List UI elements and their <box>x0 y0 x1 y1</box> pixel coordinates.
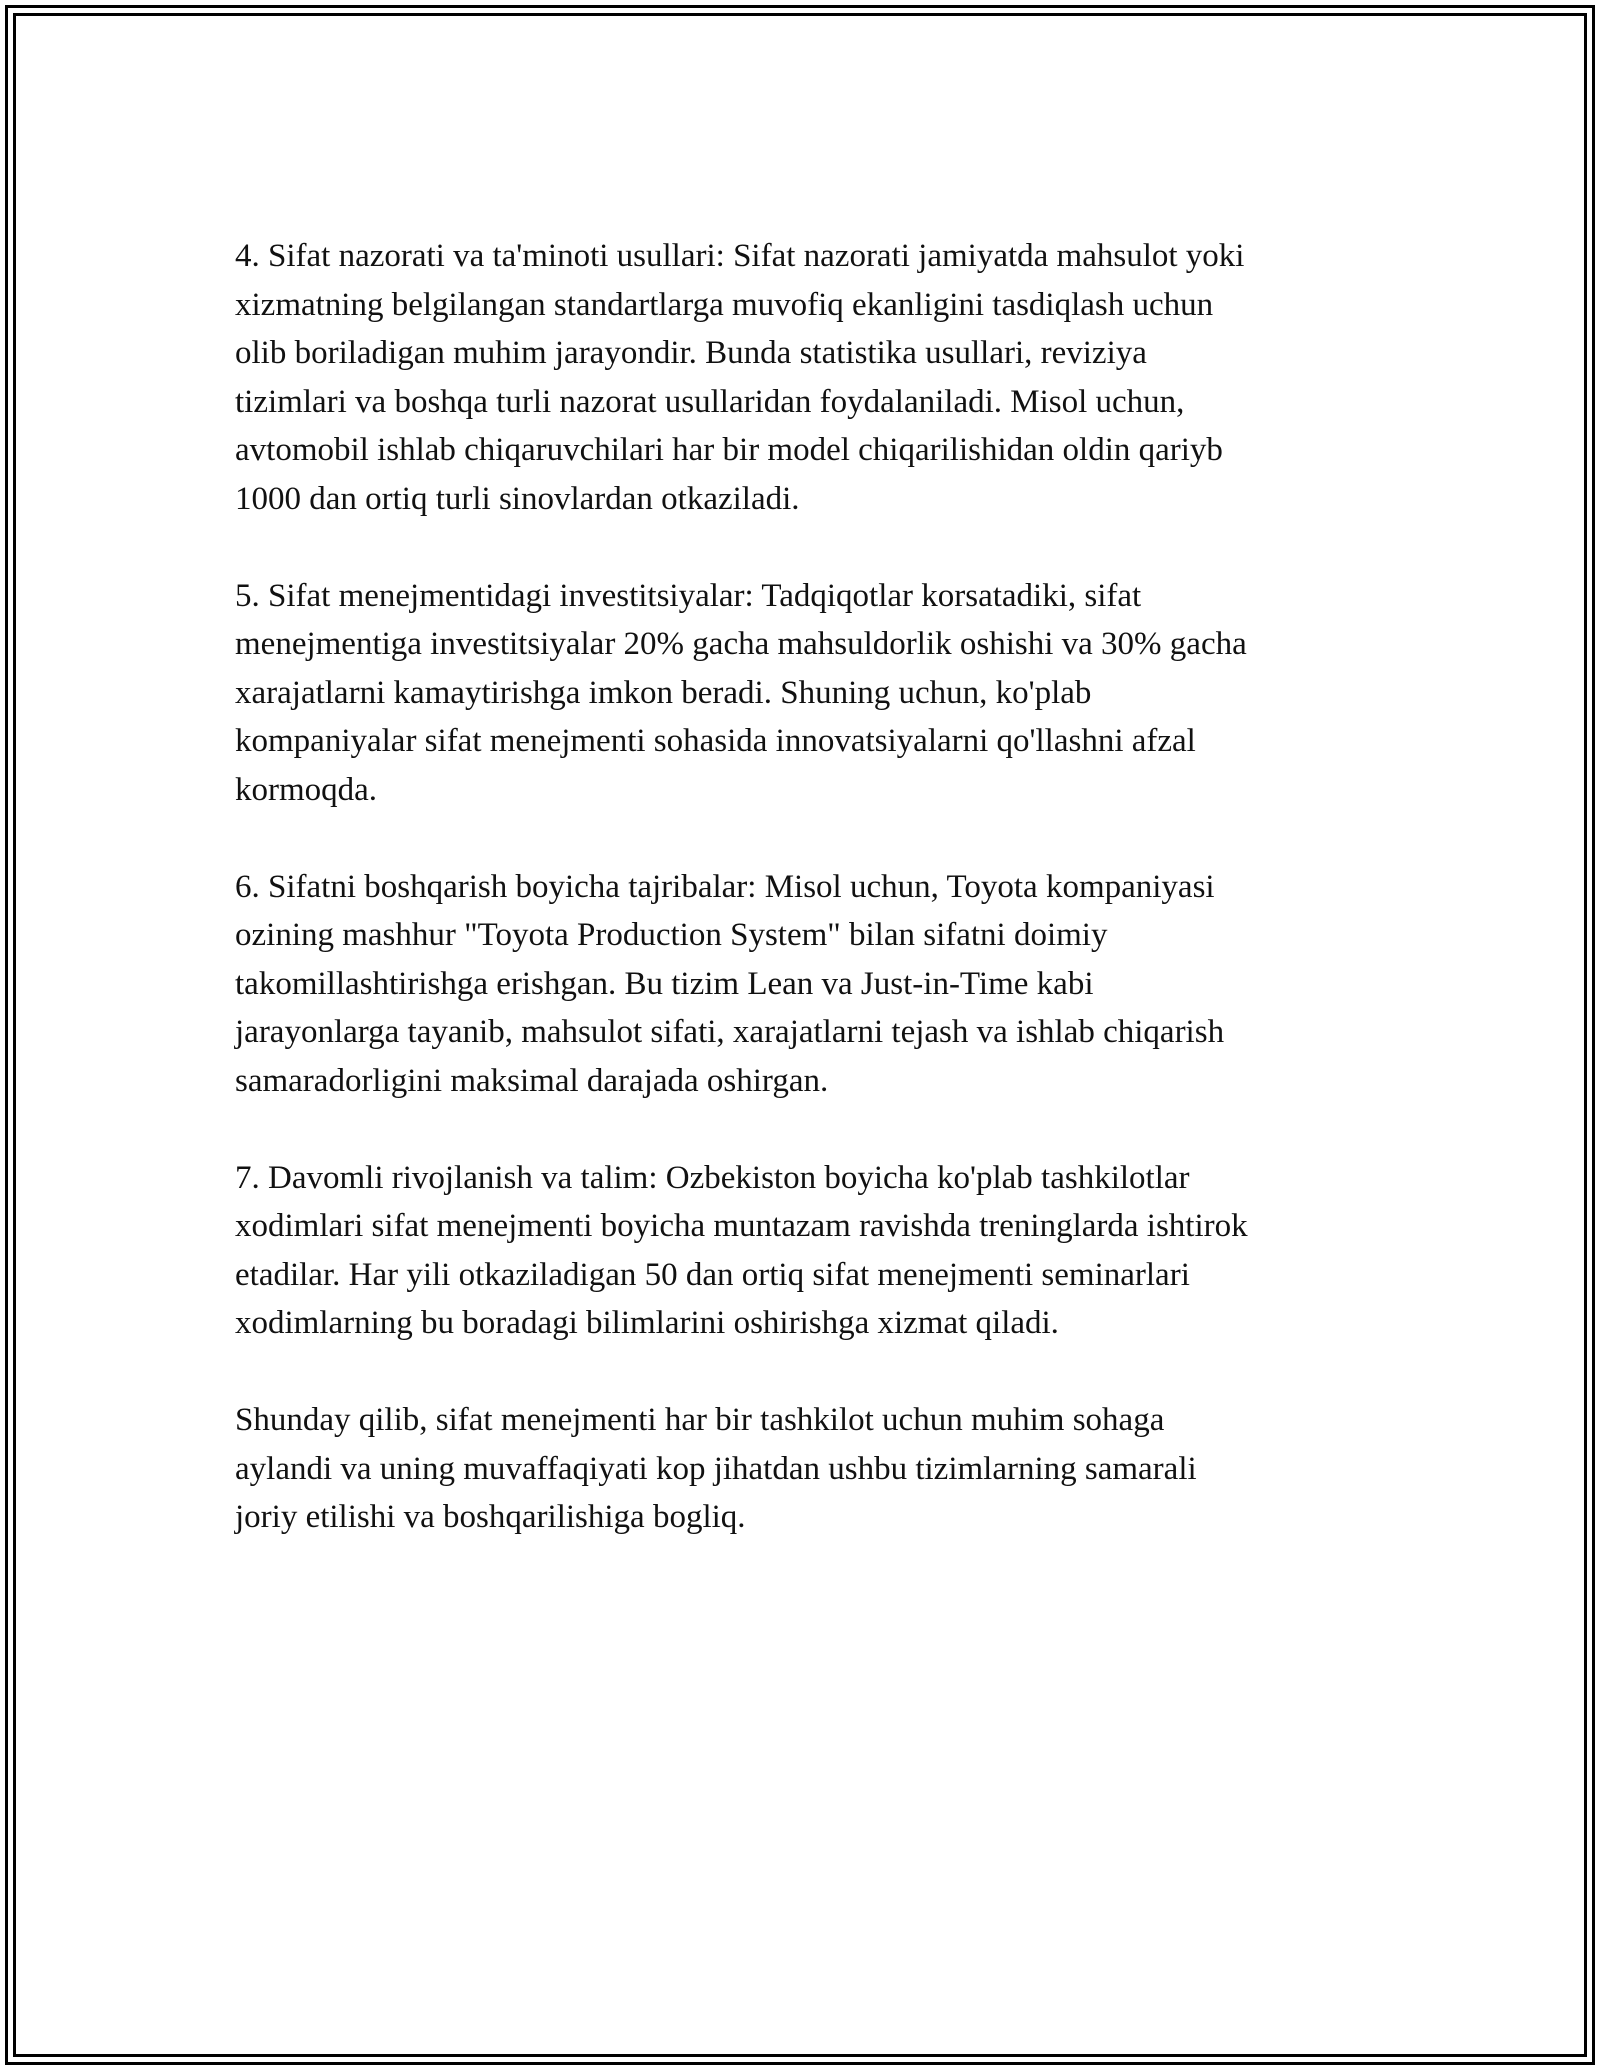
text-line: Shunday qilib, sifat menejmenti har bir tashkilot uchun muhim sohaga <box>235 1402 1165 1438</box>
text-line: xizmatning belgilangan standartlarga muvofiq ekanligini tasdiqlash uchun <box>235 286 1214 323</box>
text-line: jarayonlarga tayanib, mahsulot sifati, xarajatlarni tejash va ishlab chiqarish <box>235 1014 1225 1050</box>
text-line: kormoqda. <box>235 771 378 808</box>
text-line: 4. Sifat nazorati va ta'minoti usullari: Sifat nazorati jamiyatda mahsulot yoki <box>235 238 1245 274</box>
text-line: menejmentiga investitsiyalar 20% gacha mahsuldorlik oshishi va 30% gacha <box>235 626 1247 662</box>
text-line: xarajatlarni kamaytirishga imkon beradi. Shuning uchun, ko'plab <box>235 674 1092 711</box>
text-line: 1000 dan ortiq turli sinovlardan otkaziladi. <box>235 480 800 517</box>
text-line: aylandi va uning muvaffaqiyati kop jihatdan ushbu tizimlarning samarali <box>235 1450 1197 1487</box>
text-line: kompaniyalar sifat menejmenti sohasida innovatsiyalarni qo'llashni afzal <box>235 723 1196 759</box>
text-line: avtomobil ishlab chiqaruvchilari har bir model chiqarilishidan oldin qariyb <box>235 432 1223 468</box>
text-line: xodimlarning bu boradagi bilimlarini oshirishga xizmat qiladi. <box>235 1305 1059 1341</box>
paragraph-quality-practices <box>235 863 1370 1106</box>
text-line: xodimlari sifat menejmenti boyicha muntazam ravishda treninglarda ishtirok <box>235 1208 1248 1244</box>
text-line: etadilar. Har yili otkaziladigan 50 dan ortiq sifat menejmenti seminarlari <box>235 1256 1190 1293</box>
text-line: olib boriladigan muhim jarayondir. Bunda statistika usullari, reviziya <box>235 335 1147 371</box>
paragraph-quality-control-methods <box>235 232 1370 523</box>
paragraph-development-and-training <box>235 1154 1370 1348</box>
text-line: ozining mashhur "Toyota Production System" bilan sifatni doimiy <box>235 917 1108 953</box>
text-line: 5. Sifat menejmentidagi investitsiyalar: Tadqiqotlar korsatadiki, sifat <box>235 577 1142 614</box>
text-line: 7. Davomli rivojlanish va talim: Ozbekiston boyicha ko'plab tashkilotlar <box>235 1159 1190 1196</box>
text-line: joriy etilishi va boshqarilishiga bogliq. <box>235 1499 746 1535</box>
text-line: samaradorligini maksimal darajada oshirgan. <box>235 1062 829 1099</box>
document-body <box>235 232 1370 1590</box>
text-line: takomillashtirishga erishgan. Bu tizim Lean va Just-in-Time kabi <box>235 965 1094 1002</box>
text-line: 6. Sifatni boshqarish boyicha tajribalar: Misol uchun, Toyota kompaniyasi <box>235 868 1215 905</box>
paragraph-conclusion <box>235 1396 1370 1542</box>
text-line: tizimlari va boshqa turli nazorat usullaridan foydalaniladi. Misol uchun, <box>235 383 1185 420</box>
paragraph-quality-investments <box>235 572 1370 815</box>
